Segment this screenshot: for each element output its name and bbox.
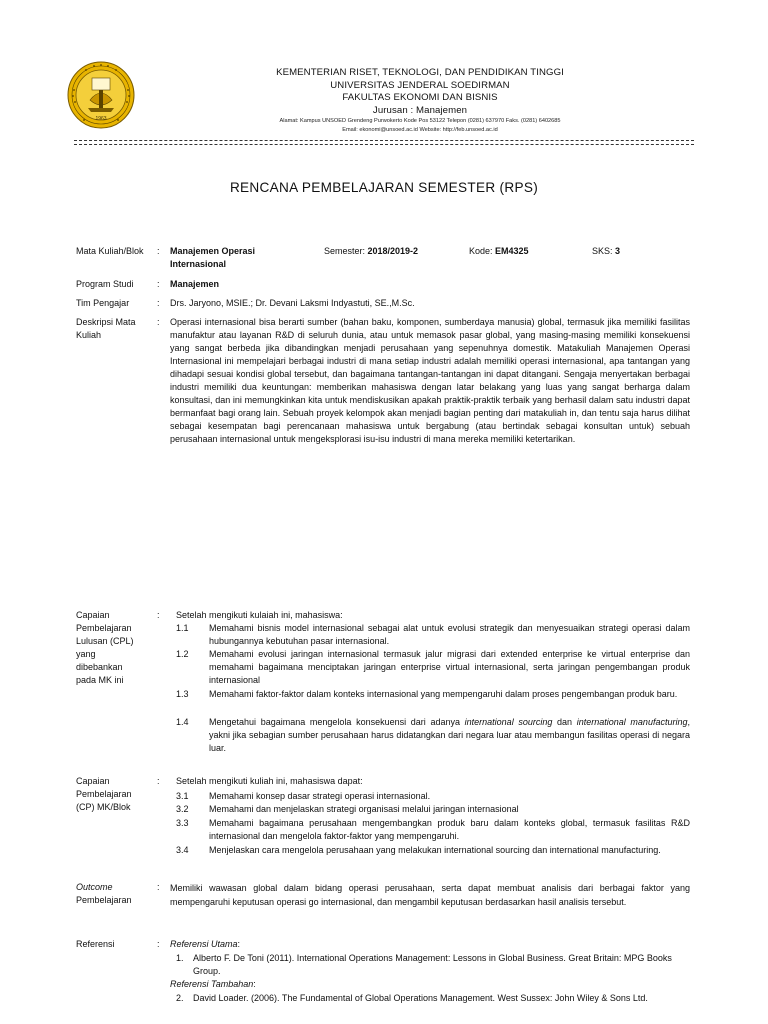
cpl-item-number: 1.3 (176, 689, 189, 699)
reference-number: 1. (176, 953, 184, 963)
sks-value: 3 (615, 246, 621, 256)
university-name: UNIVERSITAS JENDERAL SOEDIRMAN (330, 79, 510, 91)
svg-text:1963: 1963 (95, 116, 107, 122)
sks-field: SKS: 3 (592, 246, 621, 256)
faculty-name: FAKULTAS EKONOMI DAN BISNIS (342, 92, 498, 103)
kode-field: Kode: EM4325 (469, 246, 529, 256)
cp-label: Capaian Pembelajaran (CP) MK/Blok (76, 776, 132, 812)
colon: : (157, 939, 160, 949)
outcome-text: Memiliki wawasan global dalam bidang operasi perusahaan, serta dapat membuat analisis dari berbagai faktor yang mempengaruhi keputusan operasi go internasional, dan mengambil keputusan berdasarkan hasil analisis tersebut. (170, 883, 690, 907)
cpl-item-text: Memahami evolusi jaringan internasional termasuk jalur migrasi dari extended enterprise ke virtual enterprise dan memahami bagaimana menciptakan jaringan enterprise virtual internasional, serta jaringan pengembangan produk internasional (209, 649, 690, 685)
cpl-item-text: Memahami bisnis model internasional sebagai alat untuk evolusi strategik dan menyesuaikan strategi operasi dalam hubungannya kebutuhan pasar internasional. (209, 623, 690, 646)
program-value: Manajemen (170, 279, 220, 289)
course-name: Manajemen Operasi Internasional (170, 246, 256, 269)
cp-item-number: 3.2 (176, 804, 189, 814)
team-value: Drs. Jaryono, MSIE.; Dr. Devani Laksmi Indyastuti, SE.,M.Sc. (170, 298, 415, 308)
university-seal-icon (66, 60, 136, 130)
cpl-item-text: Memahami faktor-faktor dalam konteks internasional yang mempengaruhi dalam proses pengembangan produk baru. (209, 689, 678, 699)
colon: : (157, 882, 160, 892)
team-label: Tim Pengajar (76, 298, 130, 308)
semester-value: 2018/2019-2 (367, 246, 419, 256)
document-title: RENCANA PEMBELAJARAN SEMESTER (RPS) (229, 180, 539, 195)
colon: : (157, 610, 160, 620)
course-label: Mata Kuliah/Blok (76, 246, 144, 256)
contact-line: Email: ekonomi@unsoed.ac.id Website: http://feb.unsoed.ac.id (342, 127, 498, 133)
reference-number: 2. (176, 993, 184, 1003)
header-divider (74, 140, 694, 145)
cp-intro: Setelah mengikuti kuliah ini, mahasiswa dapat: (176, 776, 363, 786)
cp-item-number: 3.1 (176, 791, 189, 801)
cpl-item-number: 1.2 (176, 649, 189, 659)
cp-item-text: Menjelaskan cara mengelola perusahaan yang melakukan international sourcing dan international manufacturing. (209, 845, 661, 855)
address-line: Alamat: Kampus UNSOED Grendeng Purwokerto Kode Pos 53122 Telepon (0281) 637970 Faks. (0281) 6402685 (279, 118, 561, 124)
cp-item-text: Memahami bagaimana perusahaan mengembangkan produk baru dalam konteks global, termasuk fasilitas R&D internasional dan mengelola faktor-faktor yang mempengaruhi. (209, 818, 690, 841)
colon: : (157, 246, 160, 256)
cpl-item-text: Mengetahui bagaimana mengelola konsekuensi dari adanya international sourcing dan international manufacturing, yakni jika sebagian sumber perusahaan harus didatangkan dari negara luar atau membangun fasilitas operasi di negara luar. (209, 717, 690, 753)
kode-value: EM4325 (495, 246, 529, 256)
references-label: Referensi (76, 939, 115, 949)
colon: : (157, 279, 160, 289)
cp-item-number: 3.4 (176, 845, 189, 855)
letterhead (150, 67, 690, 135)
extra-references-heading: Referensi Tambahan: (170, 979, 256, 989)
cpl-intro: Setelah mengikuti kulaiah ini, mahasiswa: (176, 610, 343, 620)
description-text: Operasi internasional bisa berarti sumber (bahan baku, komponen, sumberdaya manusia) global, termasuk jika memiliki fasilitas manufaktur atau layanan R&D di seluruh dunia, atau untuk memasok pasar global, yang masing-masing memiliki konsekuensi yang sangat berbeda jika dibandingkan menjadi perusahaan yang sepenuhnya domestik. Matakuliah Manajemen Operasi Internasional ini mempelajari berbagai industri di mana setiap industri adalah memiliki operasi internasional, apa tantangan yang dihadapi sesuai kondisi global tersebut, dan bagaimana tantangan-tantangan ini dapat ditangani. Sengaja menyertakan berbagai industri memiliki dua keuntungan: memberikan mahasiswa dengan latar belakang yang luas yang sangat berharga dalam konsultasi, dan ini memungkinkan kita untuk mendiskusikan apakah praktik-praktik terbaik yang berhasil dalam satu industri dapat bermanfaat bagi orang lain. Sebuah proyek kelompok akan menjadi bagian penting dari matakuliah in, dan tentu saja harus dilihat sebagai kesempatan bagi perencanaan mahasiswa untuk bergabung (atau bertindak sebagai konsultan untuk) sebuah perusahaan internasional untuk mengeksplorasi isu-isu industri di mana mereka memiliki ketertarikan. (170, 317, 690, 444)
cpl-label: Capaian Pembelajaran Lulusan (CPL) yang dibebankan pada MK ini (76, 610, 134, 685)
description-label: Deskripsi Mata Kuliah (76, 317, 136, 340)
reference-item: David Loader. (2006). The Fundamental of Global Operations Management. West Sussex: John Wiley & Sons Ltd. (193, 993, 648, 1003)
department-name: Jurusan : Manajemen (372, 104, 468, 116)
reference-item: Alberto F. De Toni (2011). International Operations Management: Lessons in Global Business. Great Britain: MPG Books Group. (193, 953, 672, 976)
main-references-heading: Referensi Utama: (170, 939, 241, 949)
semester-field: Semester: 2018/2019-2 (324, 246, 419, 256)
cp-item-number: 3.3 (176, 818, 189, 828)
program-label: Program Studi (76, 279, 134, 289)
cpl-item-number: 1.1 (176, 623, 189, 633)
cp-item-text: Memahami konsep dasar strategi operasi internasional. (209, 791, 431, 801)
cp-item-text: Memahami dan menjelaskan strategi organisasi melalui jaringan internasional (209, 804, 519, 814)
colon: : (157, 317, 160, 327)
colon: : (157, 776, 160, 786)
colon: : (157, 298, 160, 308)
cpl-item-number: 1.4 (176, 717, 189, 727)
outcome-label: Outcome Pembelajaran (76, 882, 132, 905)
ministry-name: KEMENTERIAN RISET, TEKNOLOGI, DAN PENDIDIKAN TINGGI (276, 67, 564, 78)
